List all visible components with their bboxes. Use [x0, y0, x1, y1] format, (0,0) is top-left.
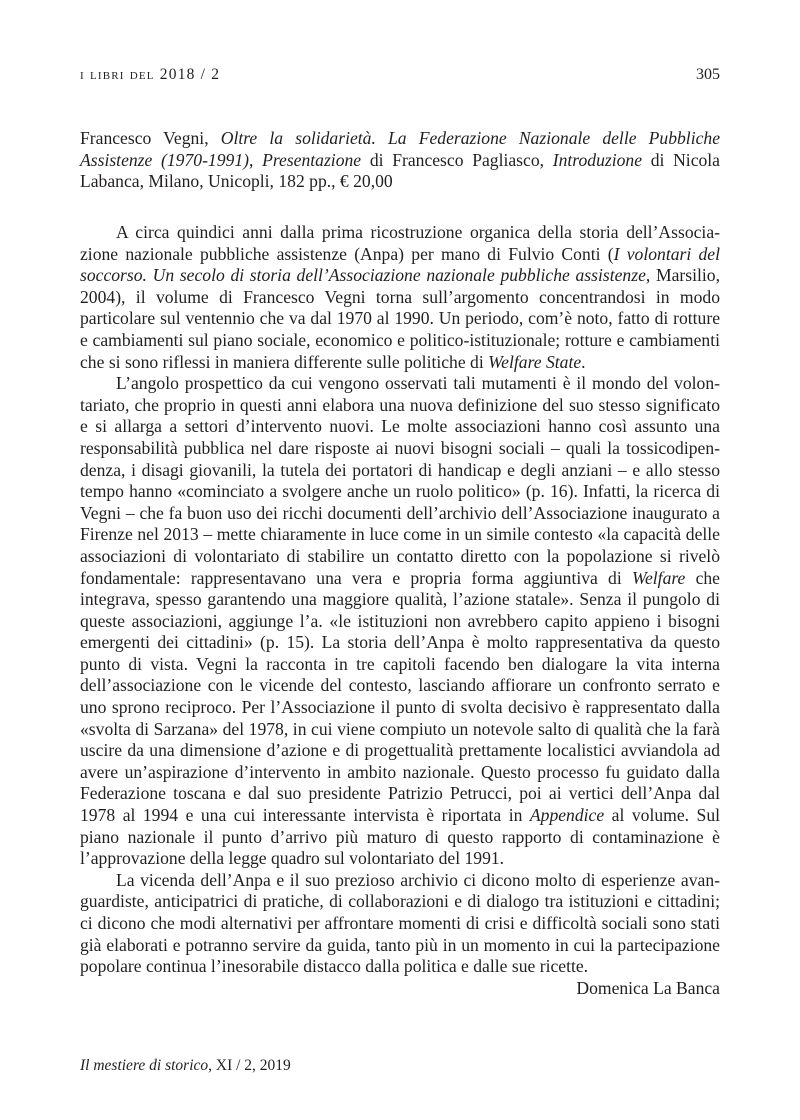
- presentation-by: di Francesco Pagliasco,: [369, 149, 545, 170]
- book-citation: Francesco Vegni, Oltre la solidarietà. La Federazione Nazionale delle Pubbliche Assistenze (1970-1991), Presentazione di Francesco Pagliasco, Introduzione di Nicola Labanca, Milano, Unicopli, 182 pp., € 20,00: [80, 128, 720, 191]
- text-run: .: [581, 351, 586, 372]
- book-title: Oltre la solidarietà. La Federazione Nazionale delle Pubbliche Assistenze (1970-1991): [80, 128, 720, 170]
- text-run: L’angolo prospettico da cui vengono osservati tali mutamenti è il mondo del volontariato, che proprio in questi anni elabora una nuova definizione del suo stesso significato e si allarga a settori d’intervento nuovi. Le molte associazioni hanno così assunto una responsabilità pubblica nel dare risposte ai nuovi bisogni sociali – quali la tossicodipendenza, i disagi giovanili, la tutela dei portatori di handicap e degli anziani – e allo stesso tempo hanno «cominciato a svolgere anche un ruolo politico» (p. 16). Infatti, la ricerca di Vegni – che fa buon uso dei ricchi documenti dell’archivio dell’Associazione inaugurato a Firenze nel 2013 – mette chiaramente in luce come in un simile contesto «la capacità delle associazioni di volontariato di stabilire un contatto diretto con la popolazione si rivelò fondamentale: rappresentavano una vera e propria forma aggiuntiva di: [80, 373, 720, 588]
- review-signature: Domenica La Banca: [576, 977, 720, 998]
- review-body: [80, 222, 720, 999]
- page-number: 305: [696, 66, 720, 83]
- italic-text: Welfare State: [488, 351, 582, 372]
- text-run: La vicenda dell’Anpa e il suo prezioso archivio ci dicono molto di esperienze avanguardiste, anticipatrici di pratiche, di collaborazioni e di dialogo tra istituzioni e cittadini; ci dicono che modi alternativi per affrontare momenti di crisi e difficoltà sociali sono stati già elaborati e potranno servire da guida, tanto più in un momento in cui la partecipazione popolare continua l’inesorabile distacco dalla politica e dalle sue ricette.: [80, 869, 720, 977]
- presentation-label: Presentazione: [262, 149, 362, 170]
- running-head: [80, 66, 720, 84]
- journal-section: i libri del 2018 / 2: [80, 66, 221, 83]
- review-paragraph-3: [80, 870, 720, 978]
- book-author: Francesco Vegni: [80, 128, 205, 148]
- italic-text: I volontari del soccorso. Un secolo di storia dell’Associazione nazionale pubbliche assistenze: [80, 243, 720, 286]
- text-run: A circa quindici anni dalla prima ricostruzione organica della storia dell’Associazione nazionale pubbliche assistenze (Anpa) per mano di Fulvio Conti (: [80, 222, 720, 264]
- introduction-by: di Nicola Labanca, Milano, Unicopli, 182 pp., € 20,00: [80, 149, 720, 191]
- introduction-label: Introduzione: [552, 149, 643, 170]
- text-run: al volume. Sul piano nazionale il punto d’arrivo più maturo di questo rapporto di contaminazione è l’approvazione della legge quadro sul volontariato del 1991.: [80, 805, 720, 869]
- review-paragraph-1: [80, 222, 720, 373]
- italic-text: Appendice: [529, 805, 605, 826]
- footer-issue: , XI / 2, 2019: [208, 1057, 291, 1074]
- text-run: che integrava, spesso garantendo una maggiore qualità, l’azione statale». Senza il pungolo di queste associazioni, aggiunge l’a. «le istituzioni non avrebbero capito appieno i bisogni emergenti dei cittadini» (p. 15). La storia dell’Anpa è molto rappresentativa da questo punto di vista. Vegni la racconta in tre capitoli facendo ben dialogare la vita interna dell’associazione con le vicende del contesto, lasciando affiorare un confronto serrato e uno sprono reciproco. Per l’Associazione il punto di svolta decisivo è rappresentato dalla «svolta di Sarzana» del 1978, in cui viene compiuto un notevole salto di qualità che la farà uscire da una dimensione d’azione e di progettualità prettamente localistici avviandola ad avere un’aspirazione d’intervento in ambito nazionale. Questo processo fu guidato dalla Federazione toscana e dal suo presidente Patrizio Petrucci, poi ai vertici dell’Anpa dal 1978 al 1994 e una cui interessante intervista è riportata in: [80, 567, 720, 826]
- text-run: , Marsilio, 2004), il volume di Francesco Vegni torna sull’argomento concentrandosi in modo particolare sul ventennio che va dal 1970 al 1990. Un periodo, com’è noto, fatto di rotture e cambiamenti sul piano sociale, economico e politico-istituzionale; rotture e cambiamenti che si sono riflessi in maniera differente sulle politiche di: [80, 265, 720, 372]
- page-footer: [80, 1057, 291, 1075]
- review-paragraph-2: [80, 373, 720, 870]
- italic-text: Welfare: [631, 567, 686, 588]
- footer-journal-title: Il mestiere di storico: [80, 1057, 209, 1074]
